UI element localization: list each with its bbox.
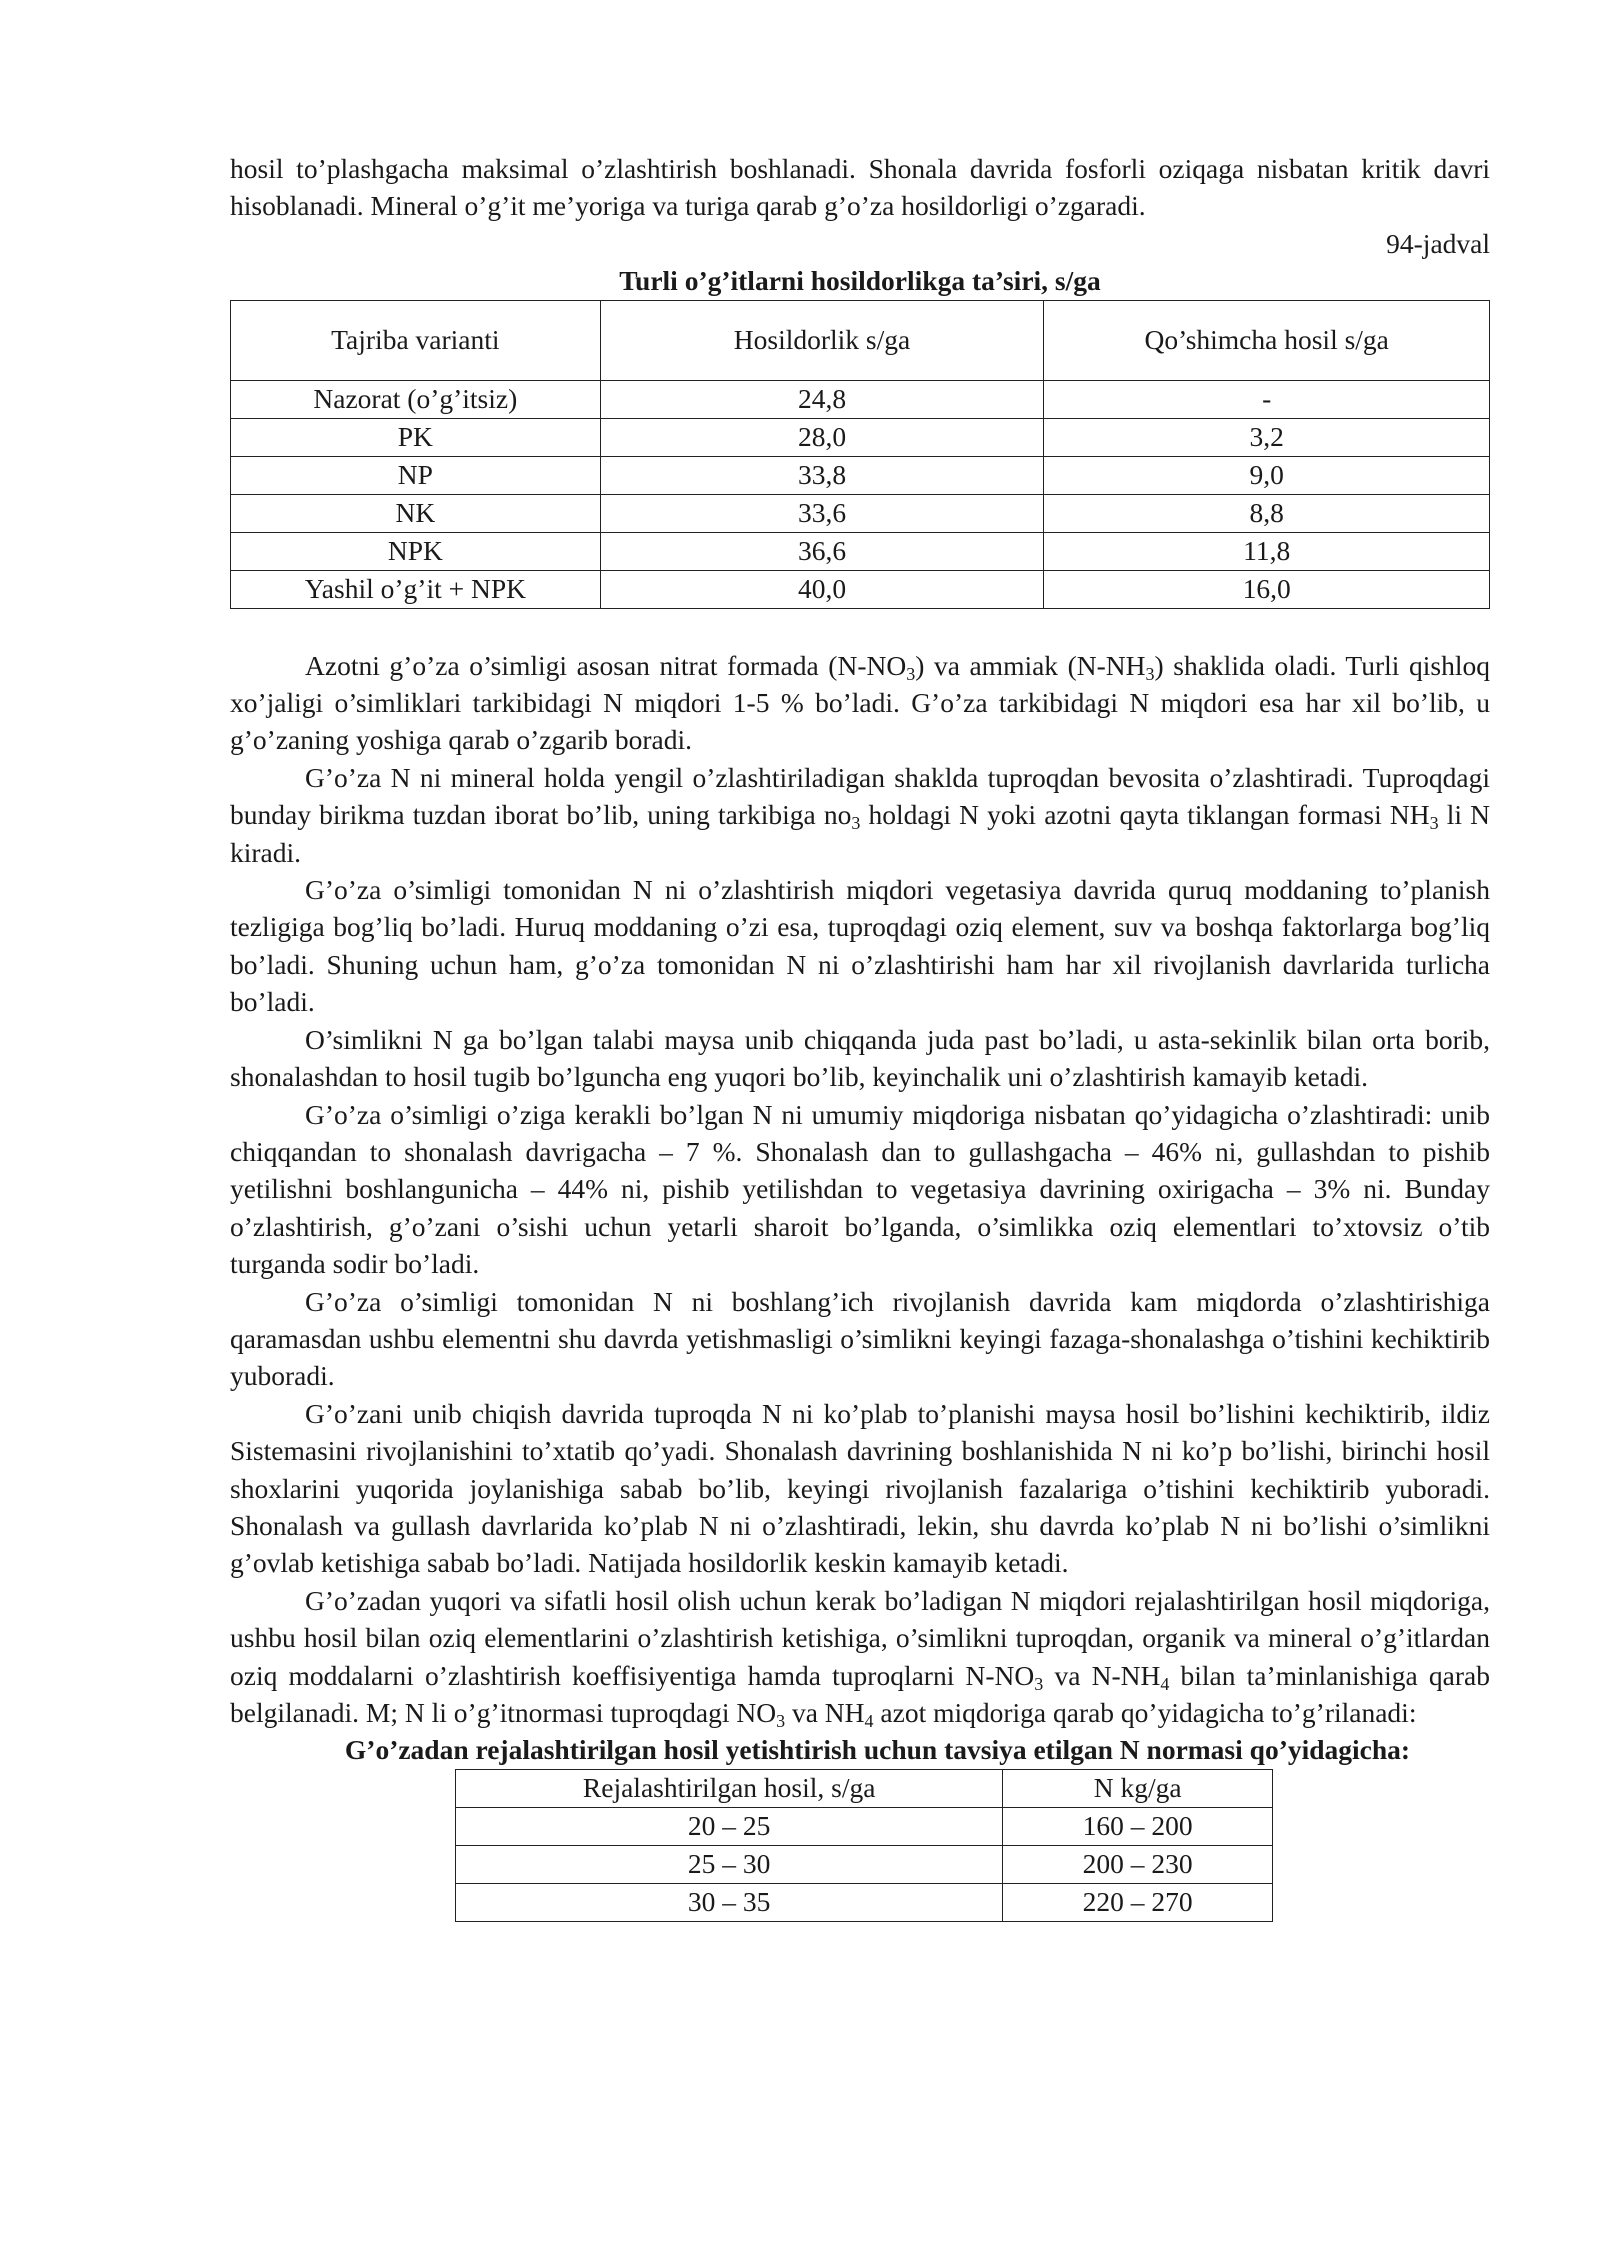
table-header-row <box>231 300 1490 380</box>
table-cell: 160 – 200 <box>1003 1807 1273 1845</box>
table-row <box>231 380 1490 418</box>
table-cell: NP <box>231 456 601 494</box>
table-cell: 28,0 <box>600 418 1044 456</box>
table-row <box>456 1845 1273 1883</box>
table2-title: G’o’zadan rejalashtirilgan hosil yetishtirish uchun tavsiya etilgan N normasi qo’yidagicha: <box>344 1734 1411 1766</box>
header-cell: Tajriba varianti <box>231 300 601 380</box>
table-cell: 220 – 270 <box>1003 1883 1273 1921</box>
paragraph-early-deficit: G’o’za o’simligi tomonidan N ni boshlang’ich rivojlanish davrida kam miqdorda o’zlashtirishiga qaramasdan ushbu elementni shu davrda yetishmasligi o’simlikni keyingi fazaga-shonalashga o’tishini kechiktirib yuboradi. <box>230 1285 1490 1392</box>
table-row <box>231 532 1490 570</box>
table-cell: 30 – 35 <box>456 1883 1003 1921</box>
table-cell: 3,2 <box>1044 418 1490 456</box>
header-cell: Rejalashtirilgan hosil, s/ga <box>456 1769 1003 1807</box>
yield-table <box>230 300 1490 609</box>
table-cell: 25 – 30 <box>456 1845 1003 1883</box>
table-cell: 8,8 <box>1044 494 1490 532</box>
table-cell: 33,6 <box>600 494 1044 532</box>
paragraph-nitrogen-forms: Azotni g’o’za o’simligi asosan nitrat formada $(N-NO_3)$ va ammiak $(N-NH_3)$ shaklida oladi. Turli qishloq xo’jaligi o’simliklari tarkibidagi N miqdori 1-5 % bo’ladi. G’o’za tarkibidagi N miqdori esa har xil bo’lib, u g’o’zaning yoshiga qarab o’zgarib boradi. <box>230 649 1491 756</box>
table-row <box>231 570 1490 608</box>
paragraph-dry-matter: G’o’za o’simligi tomonidan N ni o’zlashtirish miqdori vegetasiya davrida quruq moddaning to’planish tezligiga bog’liq bo’ladi. Huruq moddaning o’zi esa, tuproqdagi oziq element, suv va boshqa faktorlarga bog’liq bo’ladi. Shuning uchun ham, g’o’za tomonidan N ni o’zlashtirishi ham har xil rivojlanish davrlarida turlicha bo’ladi. <box>230 874 1490 1018</box>
table-row <box>456 1807 1273 1845</box>
table-cell: Yashil o’g’it + NPK <box>231 570 601 608</box>
table-cell: 33,8 <box>600 456 1044 494</box>
paragraph-n-demand: O’simlikni N ga bo’lgan talabi maysa unib chiqqanda juda past bo’ladi, u asta-sekinlik bilan orta borib, shonalashdan to hosil tugib bo’lguncha eng yuqori bo’lib, keyinchalik uni o’zlashtirish kamayib ketadi. <box>230 1023 1490 1093</box>
header-cell: Hosildorlik s/ga <box>600 300 1044 380</box>
table-cell: 9,0 <box>1044 456 1490 494</box>
table-cell: 36,6 <box>600 532 1044 570</box>
table-cell: PK <box>231 418 601 456</box>
table-number: 94-jadval <box>1386 227 1490 259</box>
table-cell: 20 – 25 <box>456 1807 1003 1845</box>
table-cell: 24,8 <box>600 380 1044 418</box>
table-row <box>231 494 1490 532</box>
table-cell: NPK <box>231 532 601 570</box>
header-cell: N kg/ga <box>1003 1769 1273 1807</box>
table1-title: Turli o’g’itlarni hosildorlikga ta’siri, s/ga <box>619 265 1101 297</box>
paragraph-uptake-stages: G’o’za o’simligi o’ziga kerakli bo’lgan N ni umumiy miqdoriga nisbatan qo’yidagicha o’zlashtiradi: unib chiqqandan to shonalash davrigacha – 7 %. Shonalash dan to gullashgacha – 46% ni, gullashdan to pishib yetilishni boshlangunicha – 44% ni, pishib yetilishdan to vegetasiya davrining oxirigacha – 3% ni. Bunday o’zlashtirish, g’o’zani o’sishi uchun yetarli sharoit bo’lganda, o’simlikka oziq elementlari to’xtovsiz o’tib turganda sodir bo’ladi. <box>230 1098 1490 1280</box>
table-row <box>231 418 1490 456</box>
table-cell: Nazorat (o’g’itsiz) <box>231 380 601 418</box>
table-header-row <box>456 1769 1273 1807</box>
paragraph-n-norm: G’o’zadan yuqori va sifatli hosil olish uchun kerak bo’ladigan N miqdori rejalashtirilgan hosil miqdoriga, ushbu hosil bilan oziq elementlarini o’zlashtirish ketishiga, o’simlikni tuproqdan, organik va mineral o’g’itlardan oziq moddalarni o’zlashtirish koeffisiyentiga hamda tuproqlarni $N-NO_3$ va $N-NH_4$ bilan ta’minlanishiga qarab belgilanadi. M; N li o’g’itnormasi tuproqdagi $NO_3$ va $NH_4$ azot miqdoriga qarab qo’yidagicha to’g’rilanadi: <box>230 1584 1490 1731</box>
n-norm-table <box>455 1769 1273 1922</box>
table-cell: - <box>1044 380 1490 418</box>
table-cell: 200 – 230 <box>1003 1845 1273 1883</box>
table-cell: 16,0 <box>1044 570 1490 608</box>
table-row <box>456 1883 1273 1921</box>
document-page <box>230 150 1490 1922</box>
table-cell: NK <box>231 494 601 532</box>
paragraph-excess-n: G’o’zani unib chiqish davrida tuproqda N ni ko’plab to’planishi maysa hosil bo’lishini kechiktirib, ildiz Sistemasini rivojlanishini to’xtatib qo’yadi. Shonalash davrining boshlanishida N ni ko’p bo’lishi, birinchi hosil shoxlarini yuqorida joylanishiga sabab bo’lib, keyingi rivojlanish fazalariga o’tishini kechiktirib yuboradi. Shonalash va gullash davrlarida ko’plab N ni o’zlashtiradi, lekin, shu davrda ko’plab N ni bo’lishi o’simlikni g’ovlab ketishiga sabab bo’ladi. Natijada hosildorlik keskin kamayib ketadi. <box>230 1397 1490 1579</box>
header-cell: Qo’shimcha hosil s/ga <box>1044 300 1490 380</box>
table-cell: 40,0 <box>600 570 1044 608</box>
intro-paragraph: hosil to’plashgacha maksimal o’zlashtirish boshlanadi. Shonala davrida fosforli oziqaga nisbatan kritik davri hisoblanadi. Mineral o’g’it me’yoriga va turiga qarab g’o’za hosildorligi o’zgaradi. <box>230 153 1490 222</box>
paragraph-mineral-uptake: G’o’za N ni mineral holda yengil o’zlashtiriladigan shaklda tuproqdan bevosita o’zlashtiradi. Tuproqdagi bunday birikma tuzdan iborat bo’lib, uning tarkibiga $no_3$ holdagi N yoki azotni qayta tiklangan formasi $NH_3$ li N kiradi. <box>230 761 1491 868</box>
table-cell: 11,8 <box>1044 532 1490 570</box>
table-row <box>231 456 1490 494</box>
